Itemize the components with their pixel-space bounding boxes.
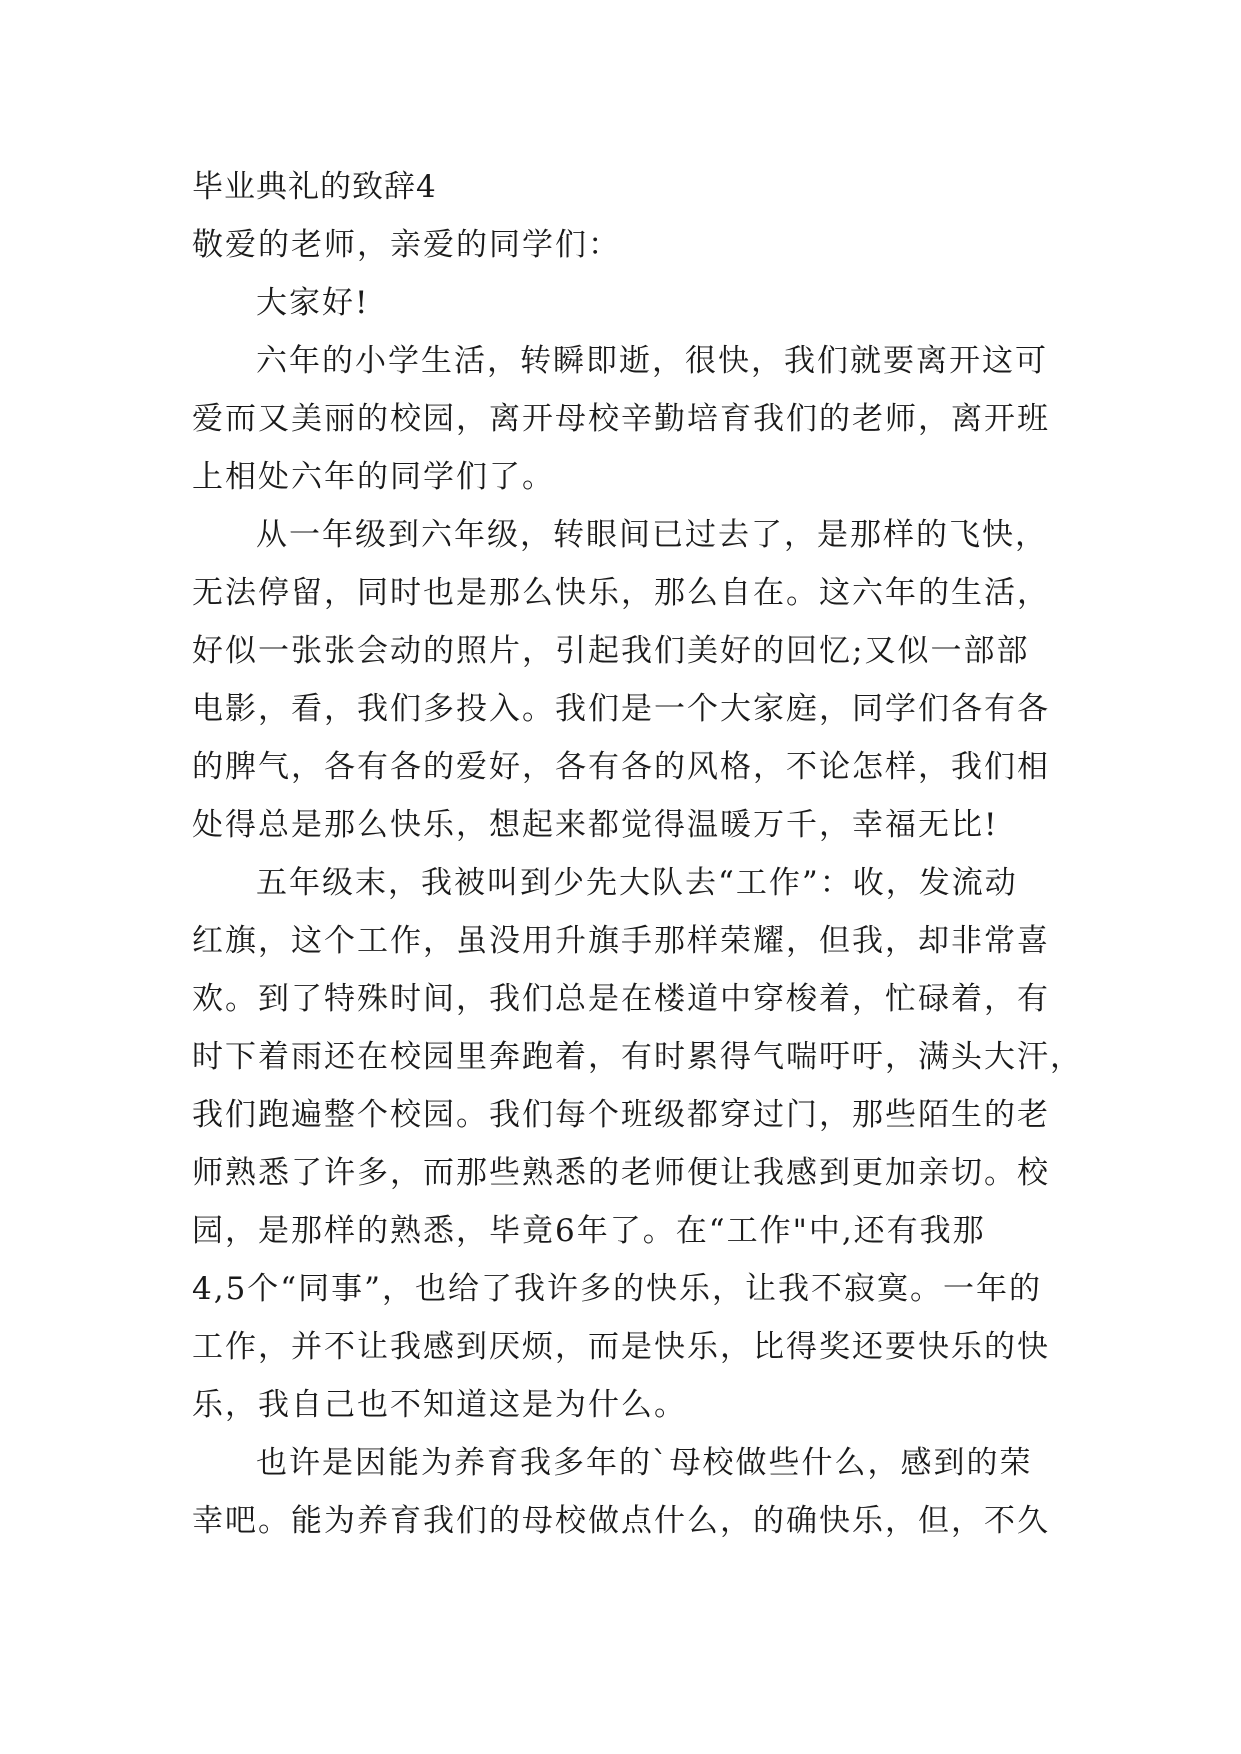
paragraph-line: 欢。到了特殊时间，我们总是在楼道中穿梭着，忙碌着，有 <box>192 981 1050 1017</box>
paragraph-2 <box>192 506 1062 854</box>
salutation: 敬爱的老师，亲爱的同学们： <box>192 227 621 263</box>
greeting: 大家好! <box>256 285 370 321</box>
paragraph-line: 4,5个“同事”，也给了我许多的快乐，让我不寂寞。一年的 <box>192 1271 1042 1307</box>
paragraph-line: 幸吧。能为养育我们的母校做点什么，的确快乐，但，不久 <box>192 1503 1050 1539</box>
paragraph-line: 好似一张张会动的照片，引起我们美好的回忆;又似一部部 <box>192 633 1030 669</box>
paragraph-line: 时下着雨还在校园里奔跑着，有时累得气喘吁吁，满头大汗， <box>192 1039 1083 1075</box>
paragraph-line: 也许是因能为养育我多年的`母校做些什么，感到的荣 <box>256 1445 1033 1481</box>
paragraph-line: 爱而又美丽的校园，离开母校辛勤培育我们的老师，离开班 <box>192 401 1050 437</box>
paragraph-line: 无法停留，同时也是那么快乐，那么自在。这六年的生活， <box>192 575 1050 611</box>
paragraph-1 <box>192 332 1062 506</box>
paragraph-line: 师熟悉了许多，而那些熟悉的老师便让我感到更加亲切。校 <box>192 1155 1050 1191</box>
paragraph-line: 电影，看，我们多投入。我们是一个大家庭，同学们各有各 <box>192 691 1050 727</box>
paragraph-line: 乐，我自己也不知道这是为什么。 <box>192 1387 687 1423</box>
paragraph-line: 上相处六年的同学们了。 <box>192 459 555 495</box>
paragraph-3 <box>192 854 1083 1434</box>
paragraph-line: 工作，并不让我感到厌烦，而是快乐，比得奖还要快乐的快 <box>192 1329 1050 1365</box>
paragraph-line: 处得总是那么快乐，想起来都觉得温暖万千，幸福无比! <box>192 807 999 843</box>
paragraph-4 <box>192 1434 1062 1550</box>
paragraph-line: 从一年级到六年级，转眼间已过去了，是那样的飞快， <box>256 517 1048 553</box>
paragraph-line: 我们跑遍整个校园。我们每个班级都穿过门，那些陌生的老 <box>192 1097 1050 1133</box>
paragraph-line: 园，是那样的熟悉，毕竟6年了。在“工作"中,还有我那 <box>192 1213 986 1249</box>
paragraph-line: 五年级末，我被叫到少先大队去“工作”：收，发流动 <box>256 865 1018 901</box>
paragraph-line: 六年的小学生活，转瞬即逝，很快，我们就要离开这可 <box>256 343 1048 379</box>
document-page <box>192 158 1083 1550</box>
paragraph-line: 的脾气，各有各的爱好，各有各的风格，不论怎样，我们相 <box>192 749 1050 785</box>
paragraph-line: 红旗，这个工作，虽没用升旗手那样荣耀，但我，却非常喜 <box>192 923 1050 959</box>
document-title: 毕业典礼的致辞4 <box>192 169 437 205</box>
